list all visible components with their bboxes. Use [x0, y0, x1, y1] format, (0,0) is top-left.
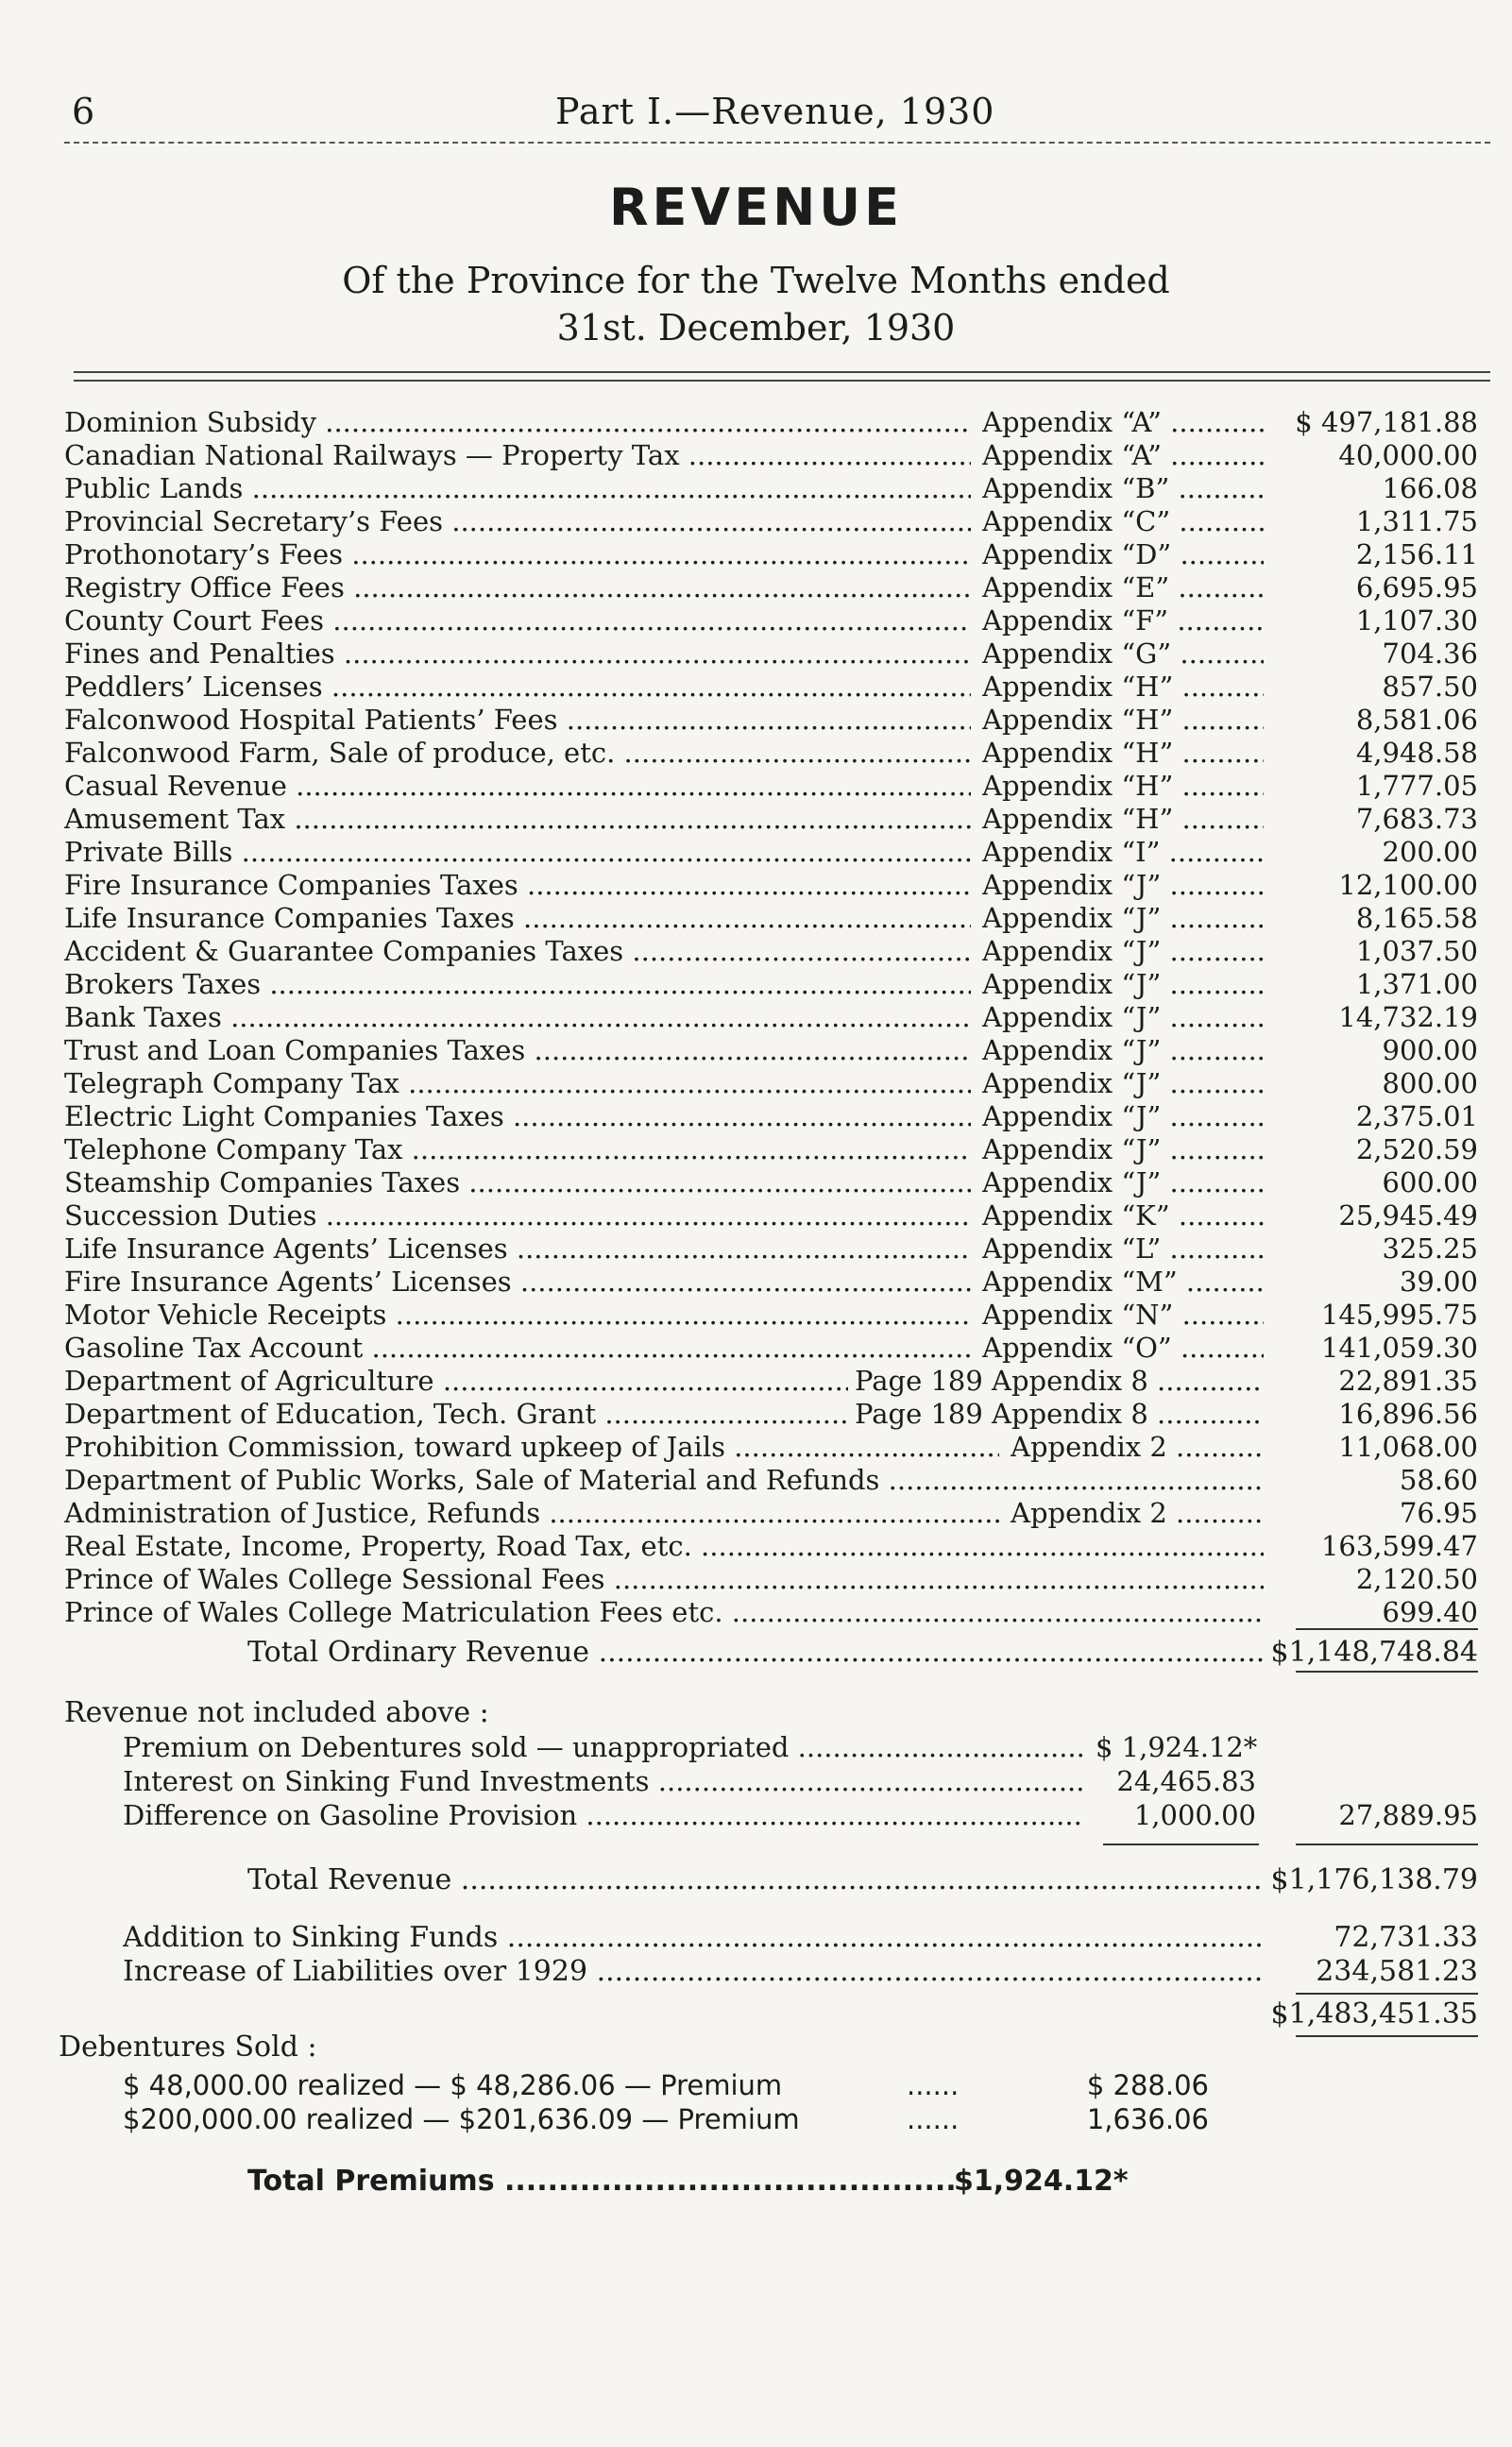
revenue-row: [0, 1034, 1512, 1067]
revenue-amount: 8,581.06: [1355, 704, 1478, 736]
revenue-appendix: Appendix “J” .....: [982, 968, 1264, 1001]
revenue-appendix: Appendix “J” .....: [982, 1067, 1264, 1100]
revenue-row: [0, 704, 1512, 737]
revenue-row: [0, 1001, 1512, 1034]
revenue-amount: 25,945.49: [1338, 1199, 1478, 1232]
revenue-row: [0, 1563, 1512, 1596]
revenue-appendix: Appendix “J” .....: [982, 1133, 1264, 1166]
revenue-appendix: Appendix “J” .....: [982, 1166, 1264, 1199]
revenue-appendix: Appendix “J” .....: [982, 1100, 1264, 1133]
revenue-amount: 1,037.50: [1355, 935, 1478, 967]
total-premiums-amount: $1,924.12*: [954, 2165, 1129, 2198]
grand-total-rule: [1296, 1993, 1478, 1995]
revenue-label: Provincial Secretary’s Fees .....: [64, 505, 971, 538]
revenue-label: Trust and Loan Companies Taxes .....: [64, 1034, 971, 1067]
revenue-label: Electric Light Companies Taxes .....: [64, 1100, 971, 1133]
revenue-row: [0, 1067, 1512, 1100]
revenue-amount: 2,120.50: [1355, 1563, 1478, 1595]
revenue-appendix: Appendix “H” .....: [982, 704, 1264, 737]
addition-row: [0, 1954, 1512, 1990]
addition-amount: 234,581.23: [1316, 1955, 1478, 1988]
revenue-amount: 6,695.95: [1355, 571, 1478, 603]
revenue-amount: 2,520.59: [1355, 1133, 1478, 1165]
revenue-amount: 16,896.56: [1338, 1398, 1478, 1430]
revenue-row: [0, 439, 1512, 472]
revenue-row: [0, 1299, 1512, 1332]
not-included-row: [0, 1798, 1512, 1832]
revenue-appendix: Appendix “G” .....: [982, 637, 1264, 671]
revenue-appendix: Appendix “J” .....: [982, 1034, 1264, 1067]
revenue-amount: 200.00: [1382, 836, 1478, 868]
revenue-appendix: Appendix 2 .....: [1011, 1497, 1264, 1530]
revenue-row: [0, 671, 1512, 704]
revenue-row: [0, 406, 1512, 439]
revenue-label: Fines and Penalties .....: [64, 637, 971, 671]
revenue-appendix: Appendix “N” .....: [982, 1299, 1264, 1332]
header-rule: [64, 142, 1490, 144]
revenue-row: [0, 935, 1512, 968]
revenue-label: Gasoline Tax Account .....: [64, 1332, 971, 1365]
revenue-appendix: Appendix “H” .....: [982, 770, 1264, 803]
not-included-label: Interest on Sinking Fund Investments .....: [123, 1764, 1082, 1798]
revenue-amount: 11,068.00: [1338, 1431, 1478, 1463]
page-number: 6: [72, 91, 95, 132]
revenue-appendix: Page 189 Appendix 8 .....: [855, 1365, 1264, 1398]
revenue-label: Department of Education, Tech. Grant .....: [64, 1398, 848, 1431]
revenue-row: [0, 1365, 1512, 1398]
revenue-label: Prince of Wales College Matriculation Fees etc. .....: [64, 1596, 1264, 1629]
revenue-row: [0, 1497, 1512, 1530]
revenue-label: Steamship Companies Taxes .....: [64, 1166, 971, 1199]
revenue-row: [0, 1100, 1512, 1133]
revenue-label: Telegraph Company Tax .....: [64, 1067, 971, 1100]
revenue-label: Succession Duties .....: [64, 1199, 971, 1232]
revenue-appendix: Appendix “J” .....: [982, 1001, 1264, 1034]
running-title: Part I.—Revenue, 1930: [555, 91, 995, 132]
revenue-appendix: Appendix “J” .....: [982, 869, 1264, 902]
total-ordinary-label: Total Ordinary Revenue .....: [247, 1634, 1264, 1672]
revenue-appendix: Appendix “F” .....: [982, 604, 1264, 637]
grand-total-row: [0, 1997, 1512, 2032]
revenue-appendix: Appendix “M” .....: [982, 1266, 1264, 1299]
revenue-label: Registry Office Fees .....: [64, 571, 971, 604]
revenue-amount: 7,683.73: [1355, 803, 1478, 835]
revenue-label: Canadian National Railways — Property Tax .....: [64, 439, 971, 472]
revenue-appendix: Appendix “C” .....: [982, 505, 1264, 538]
revenue-label: Fire Insurance Companies Taxes .....: [64, 869, 971, 902]
revenue-label: Accident & Guarantee Companies Taxes .....: [64, 935, 971, 968]
revenue-amount: 704.36: [1382, 637, 1478, 670]
revenue-amount: 58.60: [1399, 1464, 1478, 1496]
debenture-description: $ 48,000.00 realized — $ 48,286.06 — Premium: [123, 2069, 783, 2101]
not-included-row: [0, 1764, 1512, 1798]
revenue-label: Life Insurance Companies Taxes .....: [64, 902, 971, 935]
not-included-label: Difference on Gasoline Provision .....: [123, 1798, 1082, 1832]
subtitle-line-1: Of the Province for the Twelve Months ended: [342, 260, 1170, 301]
title-double-rule: [74, 371, 1490, 382]
revenue-amount: 163,599.47: [1320, 1530, 1478, 1562]
revenue-label: Dominion Subsidy .....: [64, 406, 971, 439]
revenue-row: [0, 604, 1512, 637]
addition-amount: 72,731.33: [1334, 1921, 1478, 1954]
revenue-appendix: Appendix “A” .....: [982, 439, 1264, 472]
addition-label: Increase of Liabilities over 1929 .....: [123, 1954, 1264, 1990]
total-revenue-row: [0, 1862, 1512, 1898]
total-premiums-row: [0, 2163, 1512, 2201]
revenue-appendix: Appendix “L” .....: [982, 1232, 1264, 1266]
revenue-label: Falconwood Hospital Patients’ Fees .....: [64, 704, 971, 737]
debenture-premium: $ 288.06: [1086, 2069, 1209, 2101]
not-included-subtotal: 27,889.95: [1338, 1799, 1478, 1831]
revenue-amount: 900.00: [1382, 1034, 1478, 1066]
grand-total-rule-bottom: [1296, 2035, 1478, 2037]
revenue-appendix: Appendix “H” .....: [982, 737, 1264, 770]
revenue-row: [0, 571, 1512, 604]
revenue-label: Peddlers’ Licenses .....: [64, 671, 971, 704]
revenue-amount: 2,156.11: [1355, 538, 1478, 570]
revenue-row: [0, 1398, 1512, 1431]
revenue-row: [0, 1332, 1512, 1365]
revenue-appendix: Appendix “D” .....: [982, 538, 1264, 571]
revenue-appendix: Appendix “O” .....: [982, 1332, 1264, 1365]
revenue-appendix: Appendix “E” .....: [982, 571, 1264, 604]
revenue-label: Public Lands .....: [64, 472, 971, 505]
revenue-label: Amusement Tax .....: [64, 803, 971, 836]
revenue-amount: 12,100.00: [1338, 869, 1478, 901]
revenue-row: [0, 803, 1512, 836]
revenue-amount: $ 497,181.88: [1295, 406, 1478, 438]
revenue-appendix: Page 189 Appendix 8 .....: [855, 1398, 1264, 1431]
subtotal-rule-right: [1296, 1844, 1478, 1845]
revenue-amount: 325.25: [1382, 1232, 1478, 1265]
revenue-appendix: Appendix “I” .....: [982, 836, 1264, 869]
revenue-amount: 2,375.01: [1355, 1100, 1478, 1132]
revenue-label: Motor Vehicle Receipts .....: [64, 1299, 971, 1332]
debentures-heading: Debentures Sold :: [59, 2031, 317, 2064]
dot-leader: ......: [907, 2103, 960, 2135]
revenue-row: [0, 968, 1512, 1001]
not-included-amount: 24,465.83: [1116, 1765, 1256, 1797]
revenue-amount: 166.08: [1382, 472, 1478, 504]
revenue-appendix: Appendix “H” .....: [982, 803, 1264, 836]
revenue-label: Administration of Justice, Refunds .....: [64, 1497, 999, 1530]
revenue-amount: 1,107.30: [1355, 604, 1478, 637]
revenue-row: [0, 836, 1512, 869]
revenue-amount: 1,371.00: [1355, 968, 1478, 1000]
revenue-amount: 857.50: [1382, 671, 1478, 703]
revenue-appendix: Appendix “J” .....: [982, 935, 1264, 968]
revenue-label: County Court Fees .....: [64, 604, 971, 637]
dot-leader: ......: [907, 2069, 960, 2101]
revenue-label: Bank Taxes .....: [64, 1001, 971, 1034]
revenue-row: [0, 505, 1512, 538]
total-premiums-label: Total Premiums .....: [247, 2163, 956, 2201]
not-included-amount: 1,000.00: [1133, 1799, 1256, 1831]
subtotal-rule: [1103, 1844, 1259, 1845]
addition-label: Addition to Sinking Funds .....: [123, 1920, 1264, 1956]
revenue-amount: 14,732.19: [1338, 1001, 1478, 1033]
revenue-row: [0, 902, 1512, 935]
debenture-row: [123, 2102, 1209, 2136]
revenue-row: [0, 538, 1512, 571]
revenue-label: Fire Insurance Agents’ Licenses .....: [64, 1266, 971, 1299]
grand-total-amount: $1,483,451.35: [1270, 1997, 1478, 2031]
revenue-row: [0, 770, 1512, 803]
total-rule: [1296, 1628, 1478, 1630]
not-included-heading: Revenue not included above :: [64, 1696, 489, 1729]
revenue-row: [0, 472, 1512, 505]
not-included-row: [0, 1730, 1512, 1764]
revenue-row: [0, 1431, 1512, 1464]
revenue-appendix: Appendix “H” .....: [982, 671, 1264, 704]
debenture-row: [123, 2068, 1209, 2102]
revenue-row: [0, 1166, 1512, 1199]
revenue-amount: 800.00: [1382, 1067, 1478, 1099]
revenue-amount: 1,311.75: [1355, 505, 1478, 537]
revenue-amount: 600.00: [1382, 1166, 1478, 1198]
revenue-amount: 22,891.35: [1338, 1365, 1478, 1397]
revenue-label: Casual Revenue .....: [64, 770, 971, 803]
revenue-row: [0, 1232, 1512, 1266]
revenue-label: Real Estate, Income, Property, Road Tax, etc. .....: [64, 1530, 1264, 1563]
revenue-appendix: Appendix “B” .....: [982, 472, 1264, 505]
revenue-label: Prothonotary’s Fees .....: [64, 538, 971, 571]
revenue-label: Telephone Company Tax .....: [64, 1133, 971, 1166]
total-rule-bottom: [1296, 1671, 1478, 1673]
total-revenue-label: Total Revenue .....: [247, 1862, 1264, 1898]
revenue-row: [0, 869, 1512, 902]
revenue-label: Prohibition Commission, toward upkeep of Jails .....: [64, 1431, 999, 1464]
revenue-label: Department of Agriculture .....: [64, 1365, 848, 1398]
revenue-row: [0, 1133, 1512, 1166]
revenue-label: Life Insurance Agents’ Licenses .....: [64, 1232, 971, 1266]
revenue-row: [0, 1530, 1512, 1563]
revenue-label: Falconwood Farm, Sale of produce, etc. .....: [64, 737, 971, 770]
addition-row: [0, 1920, 1512, 1956]
revenue-label: Prince of Wales College Sessional Fees .....: [64, 1563, 1264, 1596]
revenue-row: [0, 1596, 1512, 1629]
page-header: [64, 87, 1500, 140]
revenue-label: Brokers Taxes .....: [64, 968, 971, 1001]
total-ordinary-amount: $1,148,748.84: [1270, 1636, 1478, 1669]
revenue-row: [0, 637, 1512, 671]
total-ordinary-row: [0, 1634, 1512, 1672]
not-included-label: Premium on Debentures sold — unappropriated .....: [123, 1730, 1082, 1764]
revenue-label: Private Bills .....: [64, 836, 971, 869]
revenue-amount: 145,995.75: [1320, 1299, 1478, 1331]
revenue-row: [0, 1266, 1512, 1299]
revenue-appendix: Appendix 2 .....: [1011, 1431, 1264, 1464]
revenue-amount: 699.40: [1382, 1596, 1478, 1628]
revenue-amount: 141,059.30: [1320, 1332, 1478, 1364]
revenue-amount: 1,777.05: [1355, 770, 1478, 802]
not-included-amount: $ 1,924.12*: [1096, 1731, 1258, 1763]
revenue-appendix: Appendix “J” .....: [982, 902, 1264, 935]
revenue-row: [0, 1199, 1512, 1232]
revenue-label: Department of Public Works, Sale of Material and Refunds .....: [64, 1464, 1264, 1497]
revenue-amount: 39.00: [1399, 1266, 1478, 1298]
revenue-amount: 8,165.58: [1355, 902, 1478, 934]
debenture-premium: 1,636.06: [1086, 2103, 1209, 2135]
revenue-row: [0, 1464, 1512, 1497]
revenue-appendix: Appendix “K” .....: [982, 1199, 1264, 1232]
total-revenue-amount: $1,176,138.79: [1270, 1863, 1478, 1896]
revenue-amount: 76.95: [1399, 1497, 1478, 1529]
debenture-description: $200,000.00 realized — $201,636.09 — Premium: [123, 2103, 800, 2135]
revenue-amount: 4,948.58: [1355, 737, 1478, 769]
page-title: REVENUE: [608, 178, 904, 237]
subtitle-line-2: 31st. December, 1930: [556, 307, 956, 348]
revenue-amount: 40,000.00: [1338, 439, 1478, 471]
revenue-row: [0, 737, 1512, 770]
revenue-appendix: Appendix “A” .....: [982, 406, 1264, 439]
